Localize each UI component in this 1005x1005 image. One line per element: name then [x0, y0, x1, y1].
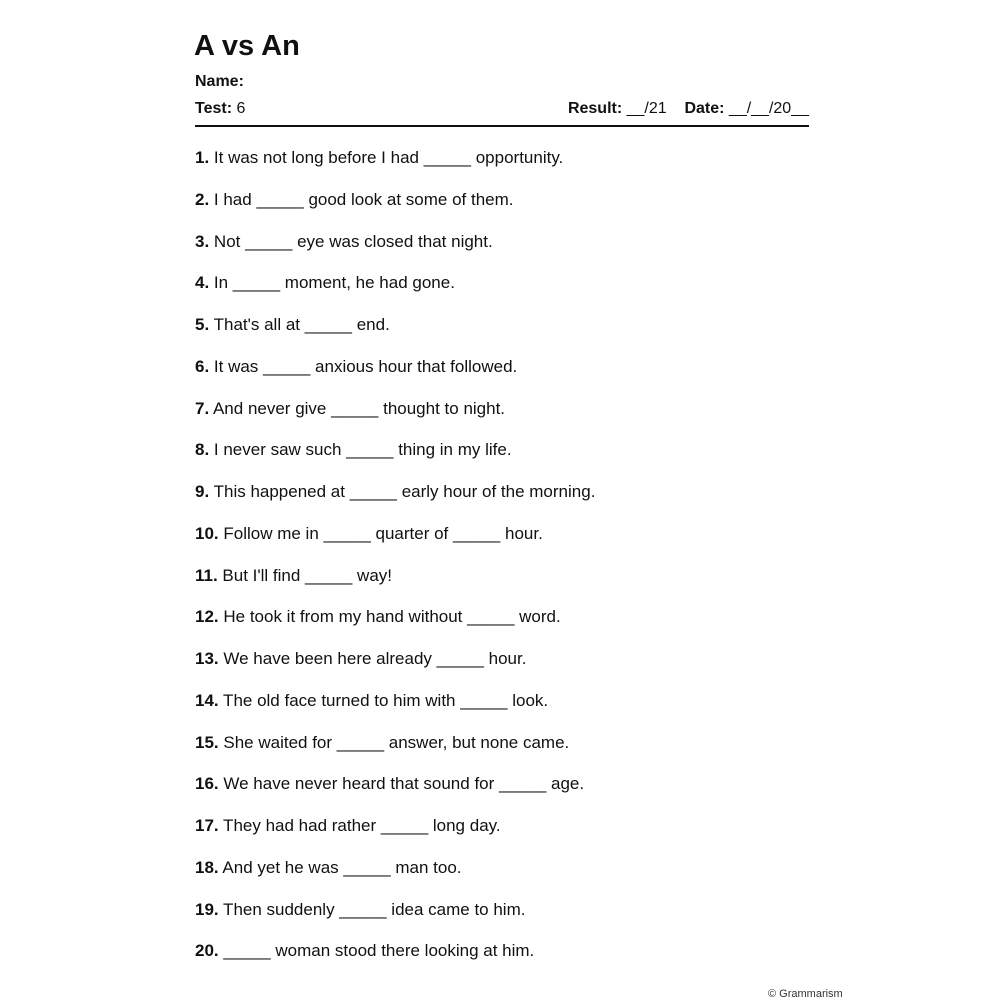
- question-number: 20.: [195, 941, 219, 961]
- question-item: [195, 566, 595, 608]
- question-item: [195, 315, 595, 357]
- question-text: They had had rather _____ long day.: [218, 816, 501, 835]
- question-text: And yet he was _____ man too.: [218, 857, 462, 877]
- question-number: 5.: [195, 315, 210, 334]
- question-number: 1.: [195, 148, 210, 167]
- date-value: __/__/20__: [724, 100, 809, 117]
- question-item: [195, 858, 595, 900]
- question-item: [195, 399, 595, 441]
- question-text: And never give _____ thought to night.: [209, 398, 506, 418]
- question-number: 12.: [195, 607, 219, 627]
- question-item: [195, 691, 595, 733]
- question-text: He took it from my hand without _____ word.: [218, 607, 561, 627]
- question-text: The old face turned to him with _____ look.: [218, 690, 549, 710]
- question-number: 2.: [195, 189, 210, 209]
- question-number: 10.: [195, 523, 219, 543]
- question-list: [195, 148, 595, 983]
- question-number: 16.: [195, 774, 219, 794]
- question-text: This happened at _____ early hour of the morning.: [209, 482, 596, 501]
- question-number: 9.: [195, 482, 210, 501]
- question-item: [195, 148, 595, 190]
- result-date: [568, 100, 809, 118]
- test-number: [195, 100, 245, 118]
- question-text: I had _____ good look at some of them.: [209, 189, 514, 209]
- question-number: 18.: [195, 857, 219, 877]
- question-text: It was not long before I had _____ opportunity.: [209, 148, 564, 167]
- question-text: Follow me in _____ quarter of _____ hour.: [218, 523, 543, 543]
- date-label: Date:: [684, 100, 725, 117]
- question-item: [195, 941, 595, 983]
- question-text: We have been here already _____ hour.: [218, 649, 527, 668]
- name-label: Name:: [195, 73, 244, 90]
- copyright: © Grammarism: [768, 988, 843, 1000]
- question-item: [195, 524, 595, 566]
- question-number: 8.: [195, 440, 210, 460]
- header-divider: [195, 125, 809, 127]
- question-item: [195, 482, 595, 524]
- test-label: Test:: [195, 100, 233, 117]
- question-number: 7.: [195, 398, 210, 418]
- question-item: [195, 232, 595, 274]
- question-text: Not _____ eye was closed that night.: [209, 231, 493, 251]
- question-number: 11.: [195, 565, 218, 585]
- question-text: She waited for _____ answer, but none came.: [218, 732, 570, 752]
- question-item: [195, 649, 595, 691]
- test-value: 6: [232, 100, 246, 117]
- question-text: _____ woman stood there looking at him.: [218, 941, 535, 961]
- question-text: Then suddenly _____ idea came to him.: [218, 899, 526, 919]
- question-text: In _____ moment, he had gone.: [209, 273, 455, 293]
- question-item: [195, 273, 595, 315]
- question-text: It was _____ anxious hour that followed.: [209, 356, 518, 376]
- question-number: 17.: [195, 816, 219, 835]
- question-text: We have never heard that sound for _____ age.: [218, 774, 585, 794]
- question-item: [195, 357, 595, 399]
- question-item: [195, 900, 595, 942]
- result-label: Result:: [567, 100, 623, 117]
- question-number: 4.: [195, 273, 210, 293]
- question-item: [195, 774, 595, 816]
- question-number: 15.: [195, 732, 219, 752]
- question-number: 19.: [195, 899, 219, 919]
- question-number: 3.: [195, 231, 210, 251]
- page-title: A vs An: [194, 30, 300, 62]
- question-number: 6.: [195, 356, 210, 376]
- question-text: But I'll find _____ way!: [217, 565, 392, 585]
- question-number: 13.: [195, 649, 219, 668]
- question-item: [195, 190, 595, 232]
- question-text: I never saw such _____ thing in my life.: [209, 440, 512, 460]
- question-item: [195, 440, 595, 482]
- question-text: That's all at _____ end.: [209, 315, 390, 334]
- result-value: __/21: [622, 100, 685, 117]
- question-item: [195, 816, 595, 858]
- question-item: [195, 733, 595, 775]
- question-number: 14.: [195, 690, 219, 710]
- question-item: [195, 607, 595, 649]
